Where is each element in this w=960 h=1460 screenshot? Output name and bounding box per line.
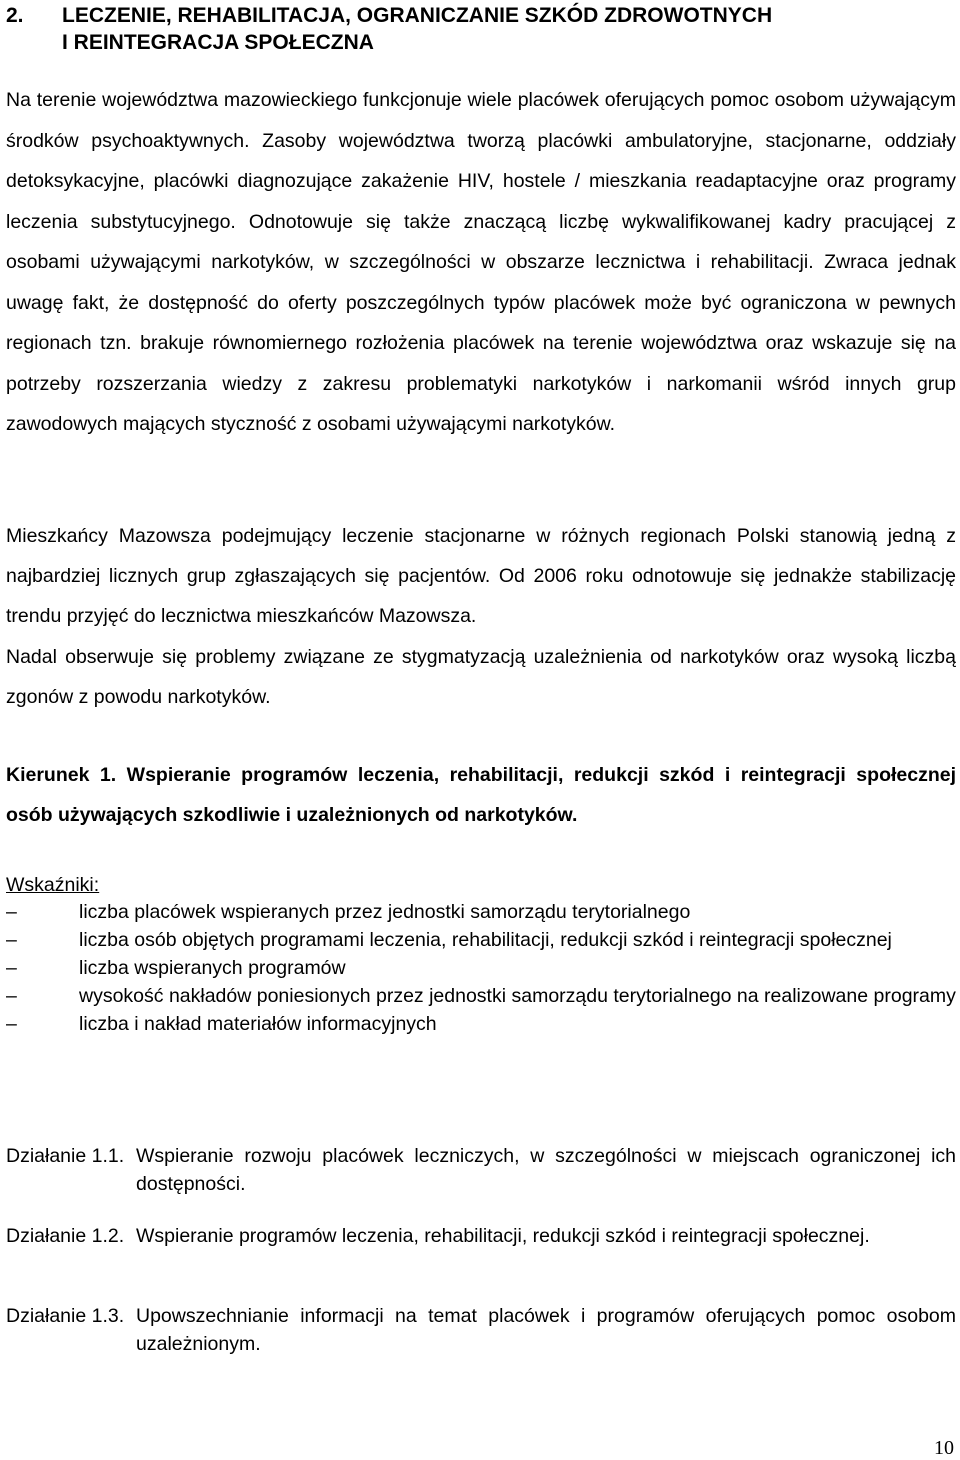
- dzialanie-label: Działanie 1.1.: [6, 1145, 125, 1167]
- dzialanie-text: Upowszechnianie informacji na temat placówek i programów oferujących pomoc osobom uzależnionym.: [136, 1305, 956, 1355]
- dash-bullet: –: [6, 929, 17, 951]
- indicator-text: liczba wspieranych programów: [79, 957, 346, 979]
- dzialanie-1-2: [6, 1222, 956, 1250]
- dzialanie-1-3: [6, 1302, 956, 1358]
- section-number: 2.: [6, 4, 24, 27]
- dzialanie-text: Wspieranie programów leczenia, rehabilitacji, redukcji szkód i reintegracji społecznej.: [136, 1225, 870, 1247]
- section-title: [62, 2, 772, 56]
- page-number: 10: [934, 1437, 954, 1459]
- list-item: [6, 1010, 956, 1038]
- paragraph-stigma: Nadal obserwuje się problemy związane ze stygmatyzacją uzależnienia od narkotyków oraz wysoką liczbą zgonów z powodu narkotyków.: [6, 646, 956, 708]
- list-item: [6, 898, 956, 926]
- indicator-text: liczba i nakład materiałów informacyjnych: [79, 1013, 437, 1035]
- section-heading: [6, 2, 956, 56]
- list-item: [6, 926, 956, 954]
- dzialanie-1-1: [6, 1142, 956, 1198]
- paragraph-residents: Mieszkańcy Mazowsza podejmujący leczenie stacjonarne w różnych regionach Polski stanowią jedną z najbardziej licznych grup zgłaszających się pacjentów. Od 2006 roku odnotowuje się jednakże stabilizację trendu przyjęć do lecznictwa mieszkańców Mazowsza.: [6, 525, 956, 627]
- paragraph-resources: Na terenie województwa mazowieckiego funkcjonuje wiele placówek oferujących pomoc osobom używającym środków psychoaktywnych. Zasoby województwa tworzą placówki ambulatoryjne, stacjonarne, oddziały detoksykacyjne, placówki diagnozujące zakażenie HIV, hostele / mieszkania readaptacyjne oraz programy leczenia substytucyjnego. Odnotowuje się także znaczącą liczbę wykwalifikowanej kadry pracującej z osobami używającymi narkotyków, w szczególności w obszarze lecznictwa i rehabilitacji. Zwraca jednak uwagę fakt, że dostępność do oferty poszczególnych typów placówek może być ograniczona w pewnych regionach tzn. brakuje równomiernego rozłożenia placówek na terenie województwa oraz wskazuje się na potrzeby rozszerzania wiedzy z zakresu problematyki narkotyków i narkomanii wśród innych grup zawodowych mających styczność z osobami używającymi narkotyków.: [6, 89, 956, 435]
- list-item: [6, 954, 956, 982]
- dash-bullet: –: [6, 901, 17, 923]
- kierunek-block: [6, 755, 956, 835]
- dash-bullet: –: [6, 957, 17, 979]
- dzialanie-label: Działanie 1.3.: [6, 1305, 125, 1327]
- kierunek-label: Kierunek 1.: [6, 764, 117, 786]
- wskazniki-list: [6, 898, 956, 1038]
- section-title-line2: I REINTEGRACJA SPOŁECZNA: [62, 31, 374, 54]
- indicator-text: liczba placówek wspieranych przez jednostki samorządu terytorialnego: [79, 901, 691, 923]
- indicator-text: liczba osób objętych programami leczenia, rehabilitacji, redukcji szkód i reintegracji społecznej: [79, 929, 892, 951]
- dzialanie-label: Działanie 1.2.: [6, 1225, 125, 1247]
- list-item: [6, 982, 956, 1010]
- section-title-line1: LECZENIE, REHABILITACJA, OGRANICZANIE SZKÓD ZDROWOTNYCH: [62, 4, 773, 27]
- wskazniki-title: Wskaźniki:: [6, 874, 100, 896]
- indicator-text: wysokość nakładów poniesionych przez jednostki samorządu terytorialnego na realizowane programy: [79, 985, 956, 1007]
- dash-bullet: –: [6, 985, 17, 1007]
- dzialanie-text: Wspieranie rozwoju placówek leczniczych, w szczególności w miejscach ograniczonej ich dostępności.: [136, 1145, 956, 1195]
- dash-bullet: –: [6, 1013, 17, 1035]
- kierunek-text: Wspieranie programów leczenia, rehabilitacji, redukcji szkód i reintegracji społecznej osób używających szkodliwie i uzależnionych od narkotyków.: [6, 764, 957, 826]
